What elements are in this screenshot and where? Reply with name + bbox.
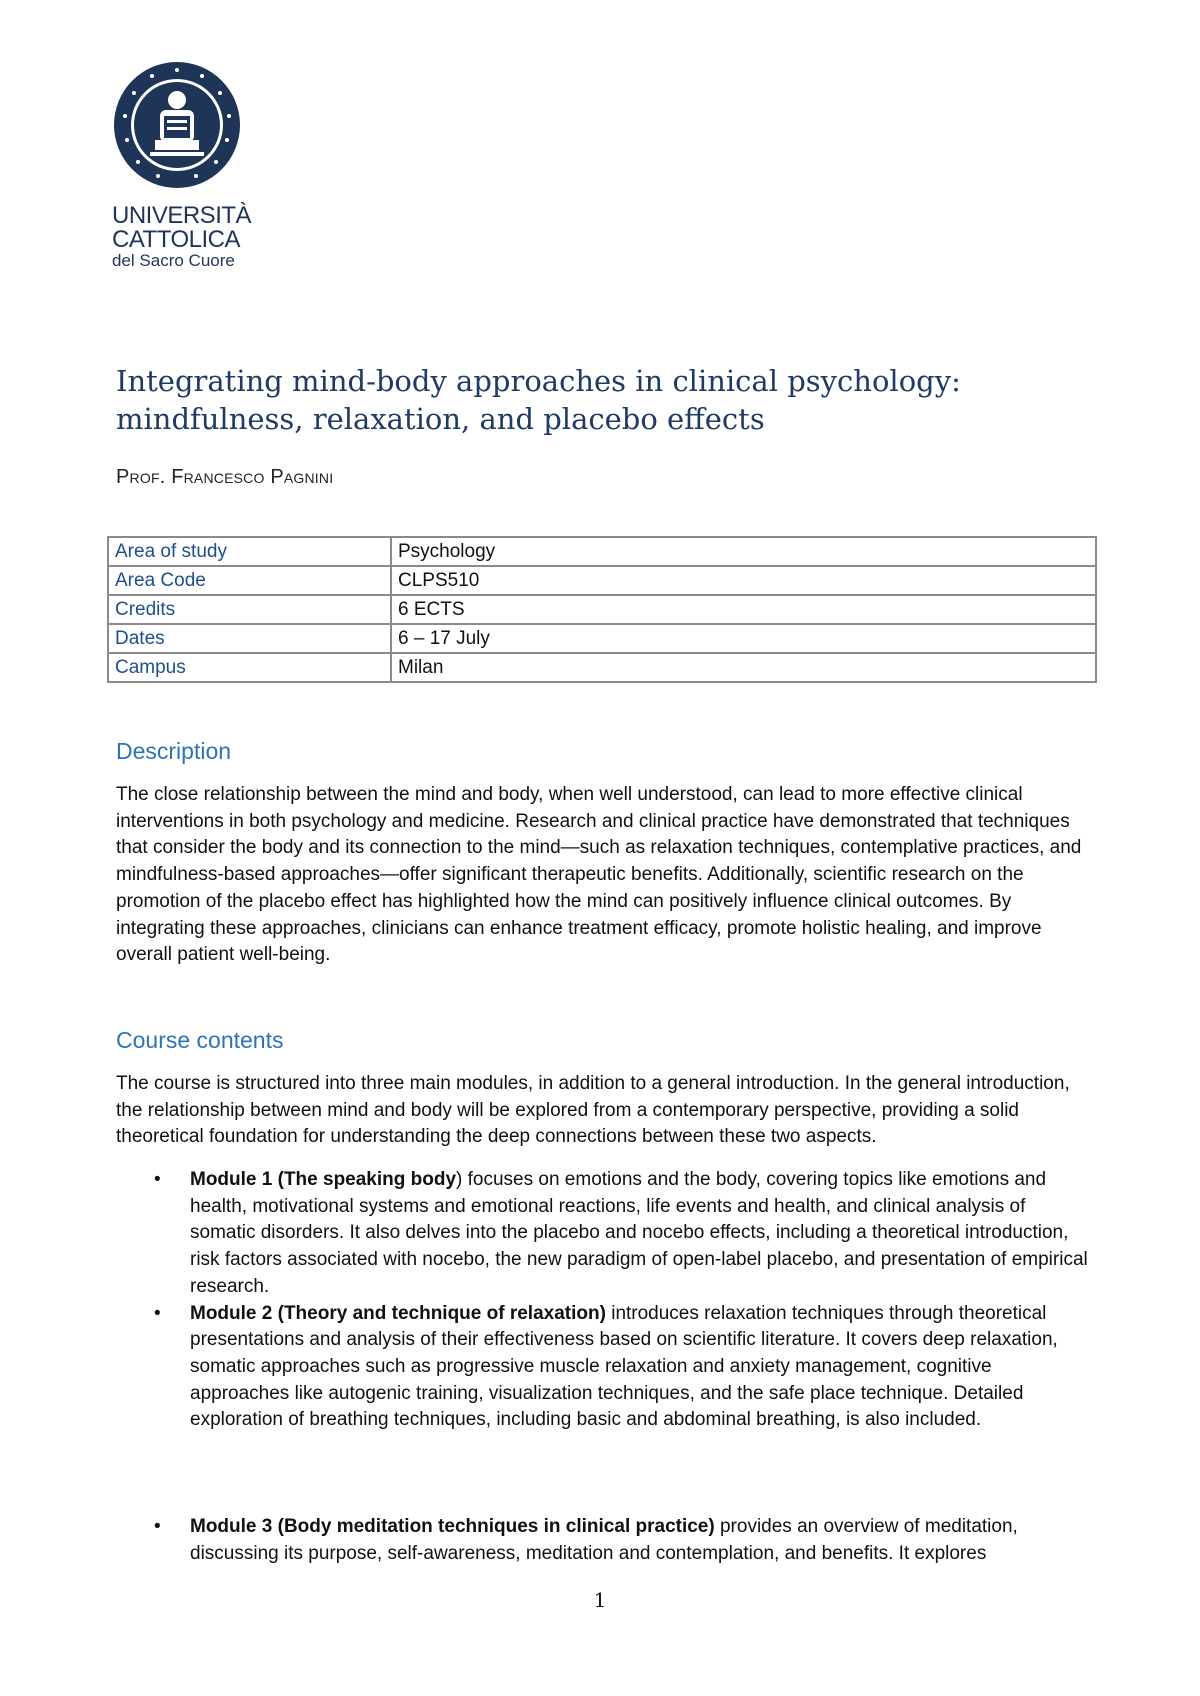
list-item	[116, 1301, 1096, 1435]
list-item	[116, 1514, 1096, 1567]
list-item	[116, 1167, 1096, 1301]
module-text: introduces relaxation techniques through theoretical presentations and analysis of their effectiveness based on scientific literature. It covers deep relaxation, somatic approaches such as progressive muscle relaxation and anxiety management, cognitive approaches like autogenic training, visualization techniques, and the safe place technique. Detailed exploration of breathing techniques, including basic and abdominal breathing, is also included.	[190, 1302, 1058, 1431]
info-label: Dates	[108, 624, 391, 653]
table-row	[108, 537, 1096, 566]
university-logo	[112, 60, 252, 270]
page-number: 1	[593, 1588, 607, 1612]
description-heading: Description	[116, 738, 232, 764]
logo-line-3: del Sacro Cuore	[112, 251, 235, 270]
course-author: Prof. Francesco Pagnini	[116, 466, 334, 488]
info-label: Area of study	[108, 537, 391, 566]
module-list-continued	[116, 1514, 1096, 1567]
university-wordmark	[112, 202, 252, 270]
module-title: Module 2 (Theory and technique of relaxation)	[190, 1302, 606, 1324]
university-seal-icon	[112, 60, 242, 190]
module-text: ) focuses on emotions and the body, covering topics like emotions and health, motivational systems and emotional reactions, life events and health, and clinical analysis of somatic disorders. It also delves into the placebo and nocebo effects, including a theoretical introduction, risk factors associated with nocebo, the new paradigm of open-label placebo, and presentation of empirical research.	[190, 1169, 1088, 1297]
table-row	[108, 653, 1096, 682]
course-contents-heading: Course contents	[116, 1027, 284, 1053]
module-text: provides an overview of meditation, discussing its purpose, self-awareness, meditation and contemplation, and benefits. It explores	[190, 1516, 1018, 1564]
description-text: The close relationship between the mind and body, when well understood, can lead to more effective clinical interventions in both psychology and medicine. Research and clinical practice have demonstrated that techniques that consider the body and its connection to the mind—such as relaxation techniques, contemplative practices, and mindfulness-based approaches—offer significant therapeutic benefits. Additionally, scientific research on the promotion of the placebo effect has highlighted how the mind can positively influence clinical outcomes. By integrating these approaches, clinicians can enhance treatment efficacy, promote holistic healing, and improve overall patient well-being.	[116, 784, 1082, 966]
course-contents-intro: The course is structured into three main modules, in addition to a general introduction. In the general introduction, the relationship between mind and body will be explored from a contemporary perspective, providing a solid theoretical foundation for understanding the deep connections between these two aspects.	[116, 1073, 1070, 1148]
module-title: Module 3 (Body meditation techniques in clinical practice)	[190, 1516, 715, 1537]
course-info-table	[107, 536, 1097, 683]
table-row	[108, 566, 1096, 595]
table-row	[108, 624, 1096, 653]
info-label: Area Code	[108, 566, 391, 595]
info-value: 6 ECTS	[391, 595, 1096, 624]
module-title: Module 1 (The speaking body	[190, 1169, 457, 1190]
info-label: Credits	[108, 595, 391, 624]
bullet: •	[154, 1516, 161, 1537]
logo-line-1: UNIVERSITÀ	[112, 202, 252, 229]
module-list	[116, 1167, 1096, 1434]
info-value: 6 – 17 July	[391, 624, 1096, 653]
table-row	[108, 595, 1096, 624]
logo-line-2: CATTOLICA	[112, 226, 240, 253]
info-value: Psychology	[391, 537, 1096, 566]
info-label: Campus	[108, 653, 391, 682]
bullet: •	[154, 1302, 161, 1324]
course-title: Integrating mind-body approaches in clinical psychology: mindfulness, relaxation, and placebo effects	[116, 364, 961, 436]
bullet: •	[154, 1169, 161, 1190]
info-value: CLPS510	[391, 566, 1096, 595]
info-value: Milan	[391, 653, 1096, 682]
